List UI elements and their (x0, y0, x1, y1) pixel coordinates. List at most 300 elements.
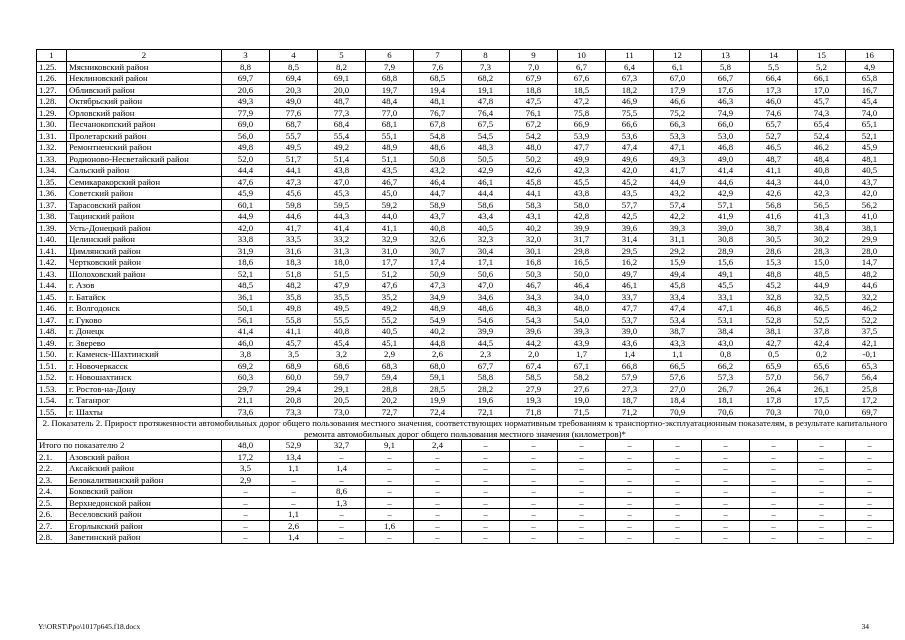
value-cell: 2,0 (510, 349, 558, 361)
value-cell: 50,3 (510, 268, 558, 280)
value-cell: 21,1 (222, 395, 270, 407)
value-cell: 67,4 (510, 360, 558, 372)
value-cell: 47,1 (654, 142, 702, 154)
value-cell: 39,3 (654, 222, 702, 234)
value-cell: 46,3 (702, 96, 750, 108)
value-cell: 8,5 (270, 61, 318, 73)
value-cell: 49,8 (222, 142, 270, 154)
value-cell: 29,7 (222, 383, 270, 395)
value-cell: 76,1 (510, 107, 558, 119)
value-cell: 48,0 (510, 142, 558, 154)
value-cell: 45,5 (702, 280, 750, 292)
value-cell: 45,2 (750, 280, 798, 292)
district-name: г. Гуково (67, 314, 222, 326)
value-cell: 66,5 (654, 360, 702, 372)
value-cell: 43,6 (606, 337, 654, 349)
value-cell: 54,6 (462, 314, 510, 326)
value-cell: 42,3 (798, 188, 846, 200)
value-cell: 3,8 (222, 349, 270, 361)
value-cell: – (558, 486, 606, 498)
value-cell: – (318, 474, 366, 486)
value-cell: – (750, 520, 798, 532)
total-value: – (846, 440, 894, 452)
value-cell: 48,8 (750, 268, 798, 280)
value-cell: 31,3 (318, 245, 366, 257)
row-index: 1.44. (37, 280, 67, 292)
value-cell: 57,7 (606, 199, 654, 211)
total-label: Итого по показателю 2 (37, 440, 222, 452)
value-cell: 45,5 (558, 176, 606, 188)
value-cell: – (366, 509, 414, 521)
table-row (37, 211, 894, 223)
value-cell: – (558, 532, 606, 544)
value-cell: 26,4 (750, 383, 798, 395)
indicator-table (36, 49, 894, 544)
table-row (37, 474, 894, 486)
value-cell: 31,7 (558, 234, 606, 246)
value-cell: 47,8 (462, 96, 510, 108)
table-row (37, 188, 894, 200)
value-cell: 72,1 (462, 406, 510, 418)
value-cell: 41,4 (222, 326, 270, 338)
value-cell: 71,8 (510, 406, 558, 418)
value-cell: – (702, 486, 750, 498)
value-cell: 1,4 (606, 349, 654, 361)
row-index: 1.39. (37, 222, 67, 234)
value-cell: 68,5 (414, 73, 462, 85)
value-cell: 54,0 (558, 314, 606, 326)
value-cell: 27,0 (654, 383, 702, 395)
value-cell: 48,6 (414, 142, 462, 154)
value-cell: 46,4 (558, 280, 606, 292)
value-cell: 42,1 (846, 337, 894, 349)
value-cell: 48,1 (414, 96, 462, 108)
value-cell: 54,9 (414, 314, 462, 326)
value-cell: 57,4 (654, 199, 702, 211)
value-cell: 18,1 (702, 395, 750, 407)
value-cell: – (366, 474, 414, 486)
total-value: – (510, 440, 558, 452)
value-cell: 43,8 (318, 165, 366, 177)
total-value: 2,4 (414, 440, 462, 452)
value-cell: 55,2 (366, 314, 414, 326)
value-cell: 44,0 (366, 211, 414, 223)
row-index: 2.2. (37, 463, 67, 475)
value-cell: 6,1 (654, 61, 702, 73)
table-row (37, 268, 894, 280)
value-cell: 57,6 (654, 372, 702, 384)
value-cell: 43,2 (414, 165, 462, 177)
row-index: 1.41. (37, 245, 67, 257)
value-cell: 41,1 (366, 222, 414, 234)
value-cell: 2,6 (270, 520, 318, 532)
value-cell: 49,7 (606, 268, 654, 280)
value-cell: 8,8 (222, 61, 270, 73)
value-cell: 39,0 (606, 326, 654, 338)
value-cell: 19,0 (558, 395, 606, 407)
value-cell: 46,8 (702, 142, 750, 154)
value-cell: 74,6 (750, 107, 798, 119)
value-cell: 49,5 (318, 303, 366, 315)
value-cell: 68,4 (318, 119, 366, 131)
value-cell: – (846, 463, 894, 475)
value-cell: – (558, 463, 606, 475)
value-cell: 65,4 (798, 119, 846, 131)
value-cell: 39,9 (462, 326, 510, 338)
value-cell: 35,8 (270, 291, 318, 303)
value-cell: 42,3 (558, 165, 606, 177)
table-row (37, 165, 894, 177)
value-cell: 33,7 (606, 291, 654, 303)
district-name: г. Волгодонск (67, 303, 222, 315)
value-cell: 20,6 (222, 84, 270, 96)
value-cell: 1,4 (270, 532, 318, 544)
value-cell: 32,2 (846, 291, 894, 303)
value-cell: 60,1 (222, 199, 270, 211)
value-cell: 50,6 (462, 268, 510, 280)
value-cell: – (558, 497, 606, 509)
value-cell: – (510, 520, 558, 532)
value-cell: 49,2 (318, 142, 366, 154)
value-cell: – (414, 509, 462, 521)
value-cell: 46,0 (222, 337, 270, 349)
value-cell: 17,0 (798, 84, 846, 96)
value-cell: 53,4 (654, 314, 702, 326)
value-cell: – (606, 509, 654, 521)
value-cell: 74,9 (702, 107, 750, 119)
value-cell: 67,2 (510, 119, 558, 131)
row-index: 1.55. (37, 406, 67, 418)
value-cell: 5,8 (702, 61, 750, 73)
value-cell: 65,7 (750, 119, 798, 131)
value-cell: 32,3 (462, 234, 510, 246)
table-row (37, 142, 894, 154)
value-cell: 14,7 (846, 257, 894, 269)
value-cell: – (270, 486, 318, 498)
value-cell: 0,5 (750, 349, 798, 361)
value-cell: 28,5 (414, 383, 462, 395)
value-cell: 17,1 (462, 257, 510, 269)
row-index: 1.32. (37, 142, 67, 154)
value-cell: 8,6 (318, 486, 366, 498)
value-cell: 33,5 (270, 234, 318, 246)
value-cell: 43,1 (510, 211, 558, 223)
value-cell: 65,9 (750, 360, 798, 372)
value-cell: 2,9 (222, 474, 270, 486)
value-cell: 49,4 (654, 268, 702, 280)
value-cell: 50,2 (510, 153, 558, 165)
value-cell: 42,0 (606, 165, 654, 177)
value-cell: 29,1 (318, 383, 366, 395)
value-cell: 69,2 (222, 360, 270, 372)
value-cell: 26,7 (702, 383, 750, 395)
value-cell: 47,1 (702, 303, 750, 315)
value-cell: 19,3 (510, 395, 558, 407)
value-cell: 60,0 (270, 372, 318, 384)
value-cell: 43,8 (558, 188, 606, 200)
value-cell: 18,8 (510, 84, 558, 96)
value-cell: 67,1 (558, 360, 606, 372)
value-cell: 17,7 (366, 257, 414, 269)
value-cell: 51,4 (318, 153, 366, 165)
row-index: 1.52. (37, 372, 67, 384)
value-cell: 36,1 (222, 291, 270, 303)
value-cell: – (654, 532, 702, 544)
value-cell: – (846, 532, 894, 544)
value-cell: – (222, 532, 270, 544)
value-cell: 29,2 (654, 245, 702, 257)
value-cell: 50,1 (222, 303, 270, 315)
row-index: 1.29. (37, 107, 67, 119)
value-cell: 48,3 (462, 142, 510, 154)
value-cell: 66,3 (654, 119, 702, 131)
value-cell: 1,3 (318, 497, 366, 509)
column-number: 13 (702, 50, 750, 62)
value-cell: 49,0 (702, 153, 750, 165)
district-name: Тарасовский район (67, 199, 222, 211)
value-cell: 30,7 (414, 245, 462, 257)
value-cell: 17,9 (654, 84, 702, 96)
value-cell: 41,0 (846, 211, 894, 223)
value-cell: 55,5 (318, 314, 366, 326)
value-cell: 53,6 (606, 130, 654, 142)
value-cell: – (702, 520, 750, 532)
value-cell: 44,9 (798, 280, 846, 292)
value-cell: 73,6 (222, 406, 270, 418)
value-cell: 49,5 (270, 142, 318, 154)
value-cell: – (366, 532, 414, 544)
value-cell: 28,9 (702, 245, 750, 257)
value-cell: 44,0 (798, 176, 846, 188)
value-cell: 47,9 (318, 280, 366, 292)
value-cell: 66,9 (558, 119, 606, 131)
row-index: 1.30. (37, 119, 67, 131)
value-cell: 38,4 (798, 222, 846, 234)
district-name: Заветинский район (67, 532, 222, 544)
value-cell: 13,4 (270, 451, 318, 463)
table-row (37, 314, 894, 326)
value-cell: – (702, 509, 750, 521)
value-cell: 29,9 (846, 234, 894, 246)
district-name: Шолоховский район (67, 268, 222, 280)
value-cell: 38,1 (750, 326, 798, 338)
value-cell: – (798, 520, 846, 532)
value-cell: 38,7 (750, 222, 798, 234)
value-cell: 41,7 (270, 222, 318, 234)
column-number: 10 (558, 50, 606, 62)
value-cell: 43,5 (366, 165, 414, 177)
table-row (37, 119, 894, 131)
value-cell: 41,4 (318, 222, 366, 234)
value-cell: 2,3 (462, 349, 510, 361)
row-index: 1.26. (37, 73, 67, 85)
value-cell: 47,4 (654, 303, 702, 315)
value-cell: 59,8 (270, 199, 318, 211)
district-name: Боковский район (67, 486, 222, 498)
row-index: 1.48. (37, 326, 67, 338)
value-cell: 5,5 (750, 61, 798, 73)
table-row (37, 222, 894, 234)
district-name: Белокалитвинский район (67, 474, 222, 486)
value-cell: 17,6 (702, 84, 750, 96)
value-cell: 77,9 (222, 107, 270, 119)
value-cell: 1,1 (654, 349, 702, 361)
table-row (37, 486, 894, 498)
total-value: – (606, 440, 654, 452)
value-cell: 20,3 (270, 84, 318, 96)
table-row (37, 153, 894, 165)
value-cell: 18,2 (606, 84, 654, 96)
value-cell: – (606, 520, 654, 532)
row-index: 1.43. (37, 268, 67, 280)
value-cell: 77,3 (318, 107, 366, 119)
value-cell: 20,8 (270, 395, 318, 407)
value-cell: 48,3 (510, 303, 558, 315)
value-cell: 52,8 (750, 314, 798, 326)
value-cell: 52,4 (798, 130, 846, 142)
value-cell: 16,5 (558, 257, 606, 269)
value-cell: 50,8 (414, 153, 462, 165)
row-index: 1.49. (37, 337, 67, 349)
value-cell: 71,5 (558, 406, 606, 418)
value-cell: 7,3 (462, 61, 510, 73)
value-cell: 46,2 (798, 142, 846, 154)
table-row (37, 96, 894, 108)
value-cell: 48,5 (222, 280, 270, 292)
value-cell: 67,5 (462, 119, 510, 131)
value-cell: 46,7 (366, 176, 414, 188)
row-index: 1.45. (37, 291, 67, 303)
footer-file-path: Y:\ORST\Ppo\1017p645.f18.docx (38, 622, 141, 631)
value-cell: – (414, 532, 462, 544)
value-cell: 32,5 (798, 291, 846, 303)
value-cell: 31,0 (366, 245, 414, 257)
value-cell: 68,0 (414, 360, 462, 372)
row-index: 1.47. (37, 314, 67, 326)
district-name: Азовский район (67, 451, 222, 463)
value-cell: – (462, 497, 510, 509)
value-cell: 68,6 (318, 360, 366, 372)
value-cell: – (846, 474, 894, 486)
value-cell: 45,3 (318, 188, 366, 200)
value-cell: 30,4 (462, 245, 510, 257)
value-cell: 42,9 (462, 165, 510, 177)
row-index: 1.42. (37, 257, 67, 269)
row-index: 1.38. (37, 211, 67, 223)
value-cell: 47,2 (558, 96, 606, 108)
value-cell: 37,5 (846, 326, 894, 338)
row-index: 1.28. (37, 96, 67, 108)
value-cell: 7,6 (414, 61, 462, 73)
row-index: 2.3. (37, 474, 67, 486)
value-cell: 46,1 (462, 176, 510, 188)
value-cell: 58,8 (462, 372, 510, 384)
value-cell: 44,3 (318, 211, 366, 223)
table-row (37, 303, 894, 315)
value-cell: – (414, 451, 462, 463)
value-cell: 15,9 (654, 257, 702, 269)
row-index: 1.31. (37, 130, 67, 142)
value-cell: – (558, 520, 606, 532)
district-name: г. Ростов-на-Дону (67, 383, 222, 395)
value-cell: 48,2 (270, 280, 318, 292)
value-cell: – (414, 463, 462, 475)
value-cell: 48,0 (558, 303, 606, 315)
row-index: 2.6. (37, 509, 67, 521)
value-cell: 46,9 (606, 96, 654, 108)
value-cell: 20,5 (318, 395, 366, 407)
value-cell: 58,9 (414, 199, 462, 211)
column-number: 6 (366, 50, 414, 62)
value-cell: 67,8 (414, 119, 462, 131)
district-name: Обливский район (67, 84, 222, 96)
value-cell: – (222, 497, 270, 509)
value-cell: 52,0 (222, 153, 270, 165)
table-row (37, 130, 894, 142)
value-cell: 42,0 (222, 222, 270, 234)
value-cell: 43,9 (558, 337, 606, 349)
value-cell: 19,1 (462, 84, 510, 96)
value-cell: – (222, 520, 270, 532)
total-value: 32,7 (318, 440, 366, 452)
value-cell: 66,0 (702, 119, 750, 131)
value-cell: 59,5 (318, 199, 366, 211)
column-number: 4 (270, 50, 318, 62)
value-cell: 50,0 (558, 268, 606, 280)
table-row (37, 463, 894, 475)
value-cell: 58,0 (558, 199, 606, 211)
total-row (37, 440, 894, 452)
value-cell: 69,4 (270, 73, 318, 85)
value-cell: 56,4 (846, 372, 894, 384)
value-cell: 16,2 (606, 257, 654, 269)
value-cell: 33,1 (702, 291, 750, 303)
value-cell: 47,6 (222, 176, 270, 188)
value-cell: – (606, 532, 654, 544)
value-cell: 51,8 (270, 268, 318, 280)
value-cell: – (366, 463, 414, 475)
value-cell: 44,6 (270, 211, 318, 223)
value-cell: – (654, 486, 702, 498)
value-cell: 39,3 (558, 326, 606, 338)
district-name: Советский район (67, 188, 222, 200)
value-cell: 2,9 (366, 349, 414, 361)
value-cell: – (798, 463, 846, 475)
value-cell: 70,3 (750, 406, 798, 418)
value-cell: 44,6 (702, 176, 750, 188)
value-cell: – (318, 509, 366, 521)
value-cell: 35,2 (366, 291, 414, 303)
value-cell: 53,3 (654, 130, 702, 142)
value-cell: 74,0 (846, 107, 894, 119)
value-cell: – (846, 497, 894, 509)
value-cell: 54,8 (414, 130, 462, 142)
value-cell: 48,7 (750, 153, 798, 165)
value-cell: 51,1 (366, 153, 414, 165)
value-cell: 46,0 (750, 96, 798, 108)
value-cell: 44,3 (750, 176, 798, 188)
value-cell: 59,1 (414, 372, 462, 384)
value-cell: 7,9 (366, 61, 414, 73)
table-row (37, 497, 894, 509)
table-row (37, 451, 894, 463)
value-cell: 41,4 (702, 165, 750, 177)
column-number: 16 (846, 50, 894, 62)
district-name: Песчанокопский район (67, 119, 222, 131)
value-cell: 39,0 (702, 222, 750, 234)
value-cell: 70,0 (798, 406, 846, 418)
value-cell: – (654, 497, 702, 509)
